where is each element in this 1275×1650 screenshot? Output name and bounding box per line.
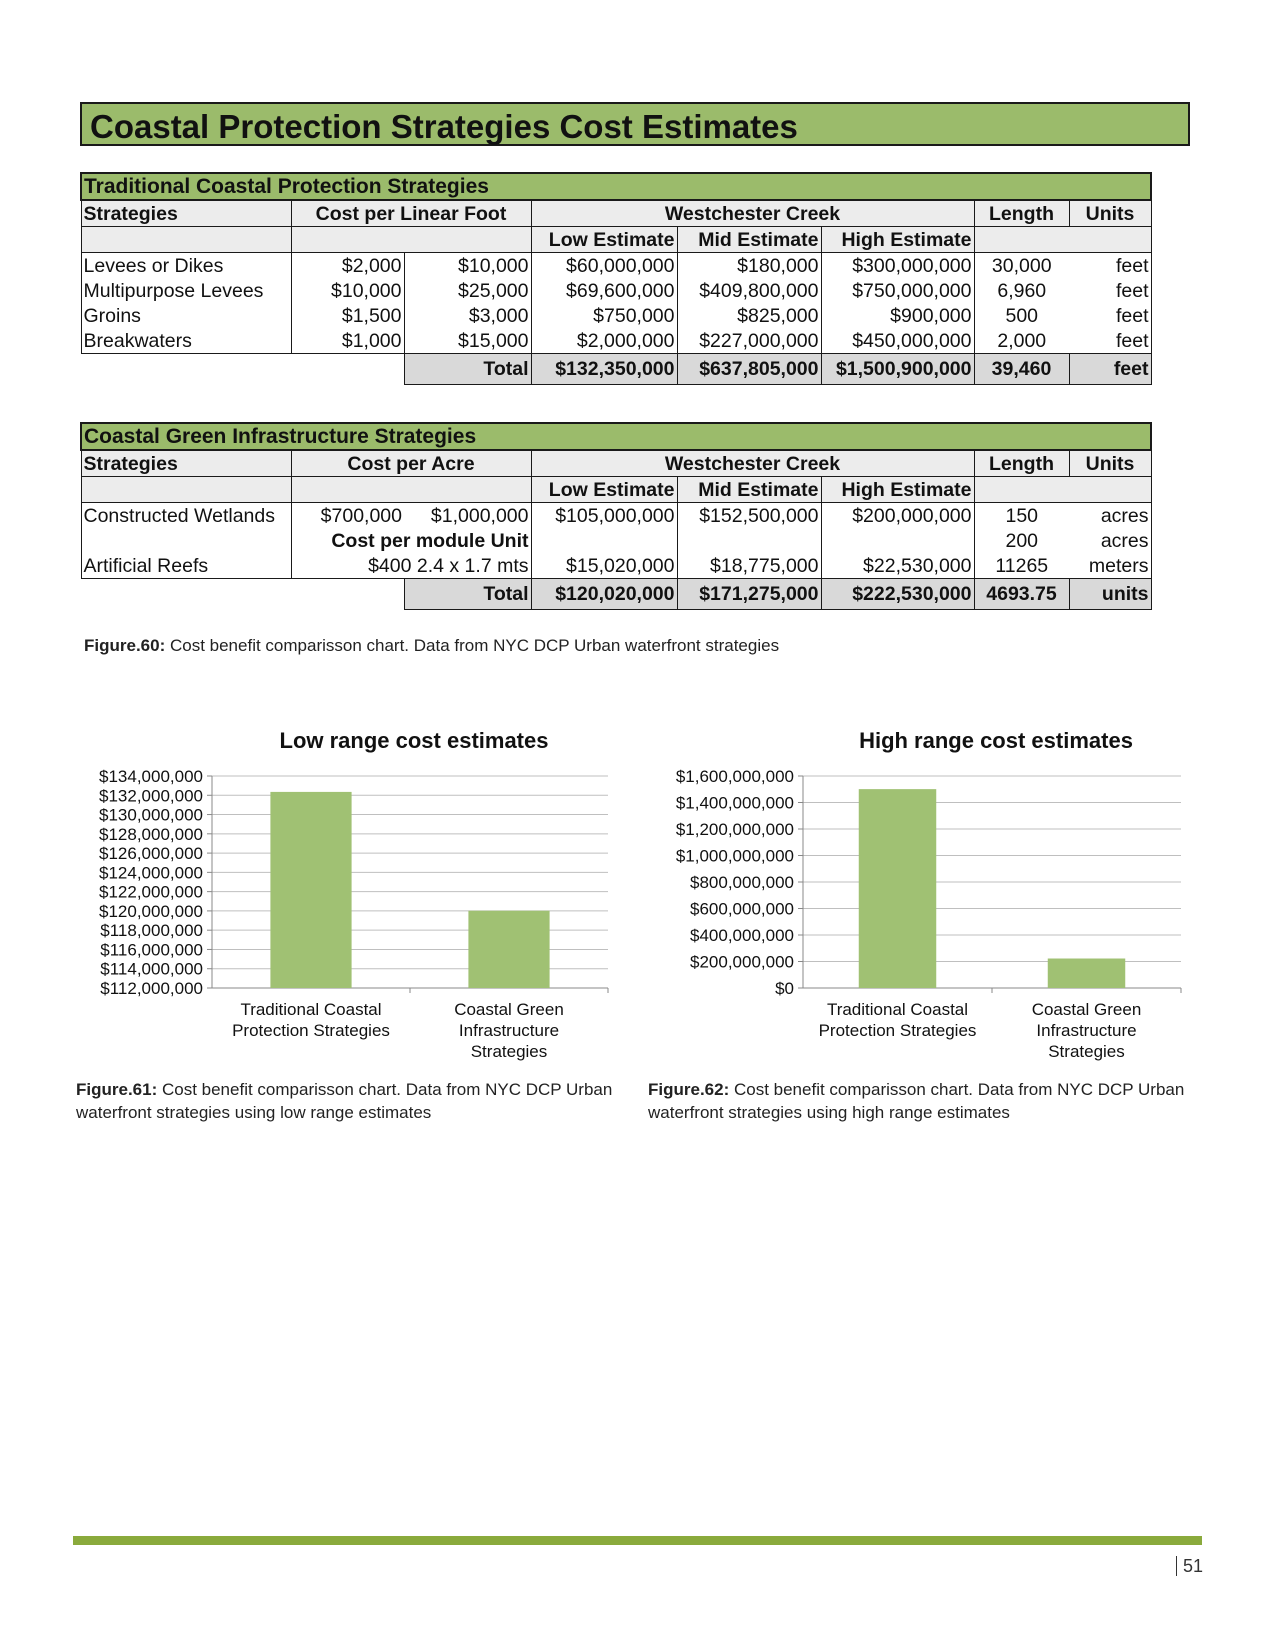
total-unit: feet [1069, 354, 1151, 385]
total-high: $1,500,900,000 [821, 354, 974, 385]
length: 6,960 [997, 279, 1047, 302]
unit: feet [1069, 328, 1151, 354]
unit: acres [1069, 503, 1151, 529]
col-low: Low Estimate [531, 477, 677, 503]
total-mid: $171,275,000 [677, 579, 821, 610]
table-row [81, 328, 1151, 354]
x-tick-label: Protection Strategies [818, 1021, 977, 1040]
length: 11265 [974, 553, 1069, 579]
length: 500 [1005, 304, 1039, 327]
total-label: Total [404, 579, 531, 610]
strategy-name: Artificial Reefs [81, 553, 291, 579]
col-cost: Cost per Acre [291, 450, 531, 477]
length: 150 [1005, 504, 1039, 527]
strategy-name: Breakwaters [81, 328, 291, 354]
x-tick-label: Protection Strategies [232, 1021, 390, 1040]
y-tick-label: $116,000,000 [100, 940, 203, 960]
traditional-strategies-table [80, 172, 1152, 385]
cost-high: $10,000 [404, 253, 531, 279]
mid-estimate: $152,500,000 [677, 503, 821, 529]
caption-label: Figure.60: [84, 636, 166, 655]
y-tick-label: $800,000,000 [690, 873, 794, 892]
page-title-bar [80, 102, 1190, 146]
length: 200 [1005, 529, 1039, 552]
y-tick-label: $200,000,000 [690, 952, 794, 972]
total-unit: units [1069, 579, 1151, 610]
table-heading: Coastal Green Infrastructure Strategies [81, 423, 1151, 450]
low-estimate: $69,600,000 [531, 278, 677, 303]
high-estimate: $450,000,000 [821, 328, 974, 354]
unit: meters [1069, 553, 1151, 579]
y-tick-label: $134,000,000 [99, 767, 203, 786]
total-length: 4693.75 [974, 579, 1069, 610]
table-heading-row [81, 173, 1151, 200]
y-tick-label: $1,600,000,000 [675, 767, 794, 786]
x-tick-label: Infrastructure [458, 1021, 560, 1040]
column-header-row [81, 200, 1151, 227]
y-tick-label: $124,000,000 [99, 863, 203, 883]
low-range-chart-svg [70, 710, 630, 1070]
module-cost-label: Cost per module Unit [291, 528, 531, 553]
y-tick-label: $122,000,000 [99, 882, 203, 902]
col-high: High Estimate [821, 227, 974, 253]
y-tick-label: $132,000,000 [99, 786, 203, 806]
caption-text: Cost benefit comparisson chart. Data from NYC DCP Urban waterfront strategies using high range estimates [648, 1080, 1185, 1122]
strategy-name: Constructed Wetlands [81, 503, 291, 529]
total-length: 39,460 [974, 354, 1069, 385]
high-estimate: $900,000 [821, 303, 974, 328]
cost-low: $10,000 [291, 278, 404, 303]
y-tick-label: $1,000,000,000 [675, 846, 794, 866]
green-strategies-table [80, 422, 1152, 610]
low-estimate: $105,000,000 [531, 503, 677, 529]
figure-61-caption [76, 1078, 636, 1124]
high-estimate: $750,000,000 [821, 278, 974, 303]
table-row [81, 278, 1151, 303]
col-strategies: Strategies [81, 450, 291, 477]
unit: acres [1069, 528, 1151, 553]
chart-title: High range cost estimates [859, 728, 1133, 753]
y-tick-label: $128,000,000 [99, 824, 203, 844]
low-estimate: $15,020,000 [531, 553, 677, 579]
high-estimate: $22,530,000 [821, 553, 974, 579]
total-high: $222,530,000 [821, 579, 974, 610]
caption-text: Cost benefit comparisson chart. Data from NYC DCP Urban waterfront strategies [165, 636, 780, 655]
y-tick-label: $114,000,000 [100, 959, 203, 979]
cost-high: $3,000 [404, 303, 531, 328]
x-tick-label: Coastal Green [1031, 1000, 1142, 1019]
total-low: $132,350,000 [531, 354, 677, 385]
table-heading: Traditional Coastal Protection Strategies [81, 173, 1151, 200]
estimate-header-row [81, 227, 1151, 253]
col-units: Units [1069, 450, 1151, 477]
col-mid: Mid Estimate [677, 227, 821, 253]
high-range-chart-svg [640, 710, 1200, 1070]
page-title: Coastal Protection Strategies Cost Estimates [90, 108, 798, 145]
chart-title: Low range cost estimates [279, 728, 549, 753]
high-range-chart [640, 710, 1200, 1075]
cost-high: $1,000,000 [404, 503, 531, 529]
strategy-name: Levees or Dikes [81, 253, 291, 279]
mid-estimate: $409,800,000 [677, 278, 821, 303]
table-row [81, 528, 1151, 553]
col-units: Units [1069, 200, 1151, 227]
mid-estimate: $180,000 [677, 253, 821, 279]
bar [468, 911, 549, 988]
low-estimate: $2,000,000 [531, 328, 677, 354]
cost-low: $1,000 [291, 328, 404, 354]
total-row [81, 354, 1151, 385]
y-tick-label: $0 [775, 979, 794, 998]
total-label: Total [404, 354, 531, 385]
cost-high: $25,000 [404, 278, 531, 303]
col-low: Low Estimate [531, 227, 677, 253]
strategy-name: Groins [81, 303, 291, 328]
bar [270, 792, 351, 988]
y-tick-label: $120,000,000 [99, 901, 203, 921]
figure-60-caption [84, 634, 1184, 657]
column-header-row [81, 450, 1151, 477]
length: 30,000 [991, 254, 1052, 277]
mid-estimate: $18,775,000 [677, 553, 821, 579]
figure-62-caption [648, 1078, 1198, 1124]
x-tick-label: Coastal Green [454, 1000, 564, 1019]
y-tick-label: $1,400,000,000 [675, 793, 794, 813]
total-row [81, 579, 1151, 610]
x-tick-label: Strategies [470, 1042, 548, 1061]
col-cost: Cost per Linear Foot [291, 200, 531, 227]
unit: feet [1069, 278, 1151, 303]
caption-label: Figure.61: [76, 1080, 158, 1099]
unit: feet [1069, 253, 1151, 279]
table-row [81, 303, 1151, 328]
low-range-chart [70, 710, 630, 1075]
table-row [81, 503, 1151, 529]
y-tick-label: $112,000,000 [100, 979, 203, 998]
col-mid: Mid Estimate [677, 477, 821, 503]
mid-estimate: $227,000,000 [677, 328, 821, 354]
footer-rule [73, 1536, 1202, 1545]
y-tick-label: $600,000,000 [690, 899, 794, 919]
col-length: Length [974, 200, 1069, 227]
table-row [81, 253, 1151, 279]
length: 2,000 [974, 328, 1069, 354]
bar [859, 789, 936, 988]
estimate-header-row [81, 477, 1151, 503]
cost-high: $15,000 [404, 328, 531, 354]
page-number: 51 [1176, 1556, 1203, 1576]
x-tick-label: Traditional Coastal [240, 1000, 382, 1019]
y-tick-label: $130,000,000 [99, 805, 203, 825]
cost-low: $1,500 [291, 303, 404, 328]
total-mid: $637,805,000 [677, 354, 821, 385]
unit: feet [1069, 303, 1151, 328]
module-cost: $400 2.4 x 1.7 mts [291, 553, 531, 579]
col-length: Length [974, 450, 1069, 477]
y-tick-label: $1,200,000,000 [675, 820, 794, 839]
x-tick-label: Strategies [1048, 1042, 1125, 1061]
total-low: $120,020,000 [531, 579, 677, 610]
cost-low: $700,000 [320, 504, 402, 527]
col-site: Westchester Creek [531, 450, 974, 477]
cost-low: $2,000 [291, 253, 404, 279]
caption-text: Cost benefit comparisson chart. Data from NYC DCP Urban waterfront strategies using low range estimates [76, 1080, 613, 1122]
col-site: Westchester Creek [531, 200, 974, 227]
caption-label: Figure.62: [648, 1080, 730, 1099]
low-estimate: $750,000 [531, 303, 677, 328]
strategy-name: Multipurpose Levees [81, 278, 291, 303]
table-heading-row [81, 423, 1151, 450]
col-strategies: Strategies [81, 200, 291, 227]
mid-estimate: $825,000 [677, 303, 821, 328]
x-tick-label: Traditional Coastal [826, 1000, 969, 1019]
bar [1048, 959, 1125, 988]
low-estimate: $60,000,000 [531, 253, 677, 279]
y-tick-label: $400,000,000 [690, 926, 794, 945]
x-tick-label: Infrastructure [1036, 1021, 1137, 1040]
table-row [81, 553, 1151, 579]
high-estimate: $300,000,000 [821, 253, 974, 279]
high-estimate: $200,000,000 [821, 503, 974, 529]
y-tick-label: $118,000,000 [100, 921, 203, 941]
col-high: High Estimate [821, 477, 974, 503]
y-tick-label: $126,000,000 [99, 844, 203, 864]
